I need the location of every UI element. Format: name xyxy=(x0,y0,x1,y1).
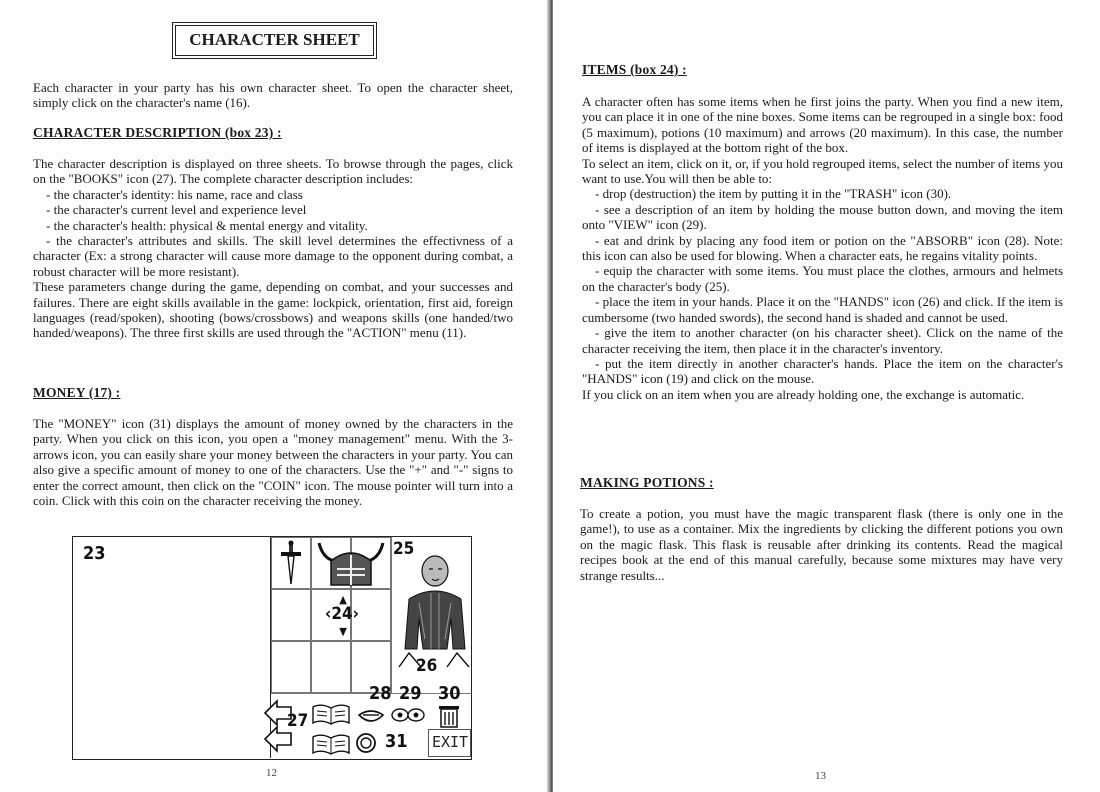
trash-icon xyxy=(436,703,462,729)
parameters-paragraph: These parameters change during the game, depending on combat, and your successes and failures. There are eight skills available in the game: lockpick, orientation, first aid, foreign languages (read/spoken), shooting (bows/crossbows) and weapons skills (one handed/two handed/weapons). The three first skills are used through the "ACTION" menu (11). xyxy=(33,279,513,341)
page-number: 13 xyxy=(815,770,826,782)
callout-27: 27 xyxy=(287,711,309,731)
items-paragraph: A character often has some items when he first joins the party. When you find a new item, you can place it in one of the nine boxes. Some items can be regrouped in a single box: food (5 maximum), potions (10 maximum) and arrows (20 maximum). In this case, the number of items is displayed at the bottom right of the box. xyxy=(582,94,1063,156)
list-item: - put the item directly in another character's hands. Place the item on the character's "HANDS" icon (19) and click on the mouse. xyxy=(582,355,1063,387)
items-heading: ITEMS (box 24) : xyxy=(582,62,687,77)
page-title: CHARACTER SHEET xyxy=(175,25,374,56)
callout-30: 30 xyxy=(438,683,461,704)
inventory-slot xyxy=(311,641,351,693)
character-sheet-figure xyxy=(72,536,472,760)
list-item: - eat and drink by placing any food item or potion on the "ABSORB" icon (28). Note: this icon can also be used for blowing. When a character eats, he regains vitality points. xyxy=(582,232,1063,264)
up-arrow-icon: ▲ xyxy=(339,593,347,606)
description-panel xyxy=(73,537,271,758)
callout-24: ‹24› xyxy=(325,604,359,624)
callout-31: 31 xyxy=(385,731,408,752)
list-item: - the character's current level and experience level xyxy=(46,202,307,218)
intro-paragraph: Each character in your party has his own character sheet. To open the character sheet, simply click on the character's name (16). xyxy=(33,80,513,111)
inventory-slot xyxy=(271,641,311,693)
list-item: - the character's health: physical & mental energy and vitality. xyxy=(46,217,368,233)
callout-26: 26 xyxy=(416,656,438,676)
view-eyes-icon xyxy=(389,703,427,727)
character-portrait-icon xyxy=(391,549,471,699)
list-item: - see a description of an item by holding the mouse button down, and moving the item onto "VIEW" icon (29). xyxy=(582,201,1063,233)
list-item: - give the item to another character (on his character sheet). Click on the name of the character receiving the item, then place it in the character's inventory. xyxy=(582,325,1063,356)
list-item: - place the item in your hands. Place it on the "HANDS" icon (26) and click. If the item is cumbersome (two handed swords), the second hand is shaded and cannot be used. xyxy=(582,294,1063,325)
absorb-mouth-icon xyxy=(355,705,387,729)
callout-25: 25 xyxy=(393,539,415,559)
callout-29: 29 xyxy=(399,683,422,704)
character-description-heading: CHARACTER DESCRIPTION (box 23) : xyxy=(33,125,282,140)
items-section xyxy=(582,94,1063,402)
down-arrow-icon: ▼ xyxy=(339,625,347,638)
list-item: - the character's identity: his name, race and class xyxy=(46,186,303,202)
right-page xyxy=(553,0,1100,792)
dagger-icon xyxy=(276,540,306,586)
page-number: 12 xyxy=(266,767,277,779)
list-item: - the character's attributes and skills. The skill level determines the effectivness of a character (Ex: a strong character will cause more damage to the opponent during combat, a robust character will be more resistant). xyxy=(33,233,513,279)
list-item: - equip the character with some items. You must place the clothes, armours and helmets on the character's body (25). xyxy=(582,263,1063,294)
items-paragraph: To select an item, click on it, or, if you hold regrouped items, select the number of items you want to use.You will then be able to: xyxy=(582,155,1063,187)
book-icon xyxy=(311,733,351,755)
money-heading: MONEY (17) : xyxy=(33,385,121,400)
coin-icon xyxy=(355,732,377,754)
description-paragraph: The character description is displayed on three sheets. To browse through the pages, click on the "BOOKS" icon (27). The complete character description includes: xyxy=(33,156,513,187)
potions-paragraph: To create a potion, you must have the magic transparent flask (there is only one in the game!), to use as a container. Mix the ingredients by clicking the different potions you own on the magic flask. This flask is reusable after drinking its contents. Read the magical recipes book at the end of this manual carefully, because some mixtures may have very strange results... xyxy=(580,506,1063,583)
items-paragraph: If you click on an item when you are already holding one, the exchange is automatic. xyxy=(582,386,1025,402)
book-icon xyxy=(311,703,351,725)
exit-label: EXIT xyxy=(431,733,469,751)
callout-28: 28 xyxy=(369,683,392,704)
helmet-icon xyxy=(313,539,389,587)
callout-23: 23 xyxy=(83,543,106,564)
left-page xyxy=(0,0,548,792)
making-potions-heading: MAKING POTIONS : xyxy=(580,475,714,490)
inventory-slot xyxy=(271,589,311,641)
character-description-section xyxy=(33,156,513,341)
list-item: - drop (destruction) the item by putting it in the "TRASH" icon (30). xyxy=(595,186,952,202)
money-paragraph: The "MONEY" icon (31) displays the amount of money owned by the characters in the party. When you click on this icon, you open a "money management" menu. With the 3-arrows icon, you can easily share your money between the characters in your party. You can also give a specific amount of money to one of the characters. Use the "+" and "-" signs to enter the correct amount, then click on the "COIN" icon. The mouse pointer will turn into a coin. Click with this coin on the character receiving the money. xyxy=(33,416,513,509)
